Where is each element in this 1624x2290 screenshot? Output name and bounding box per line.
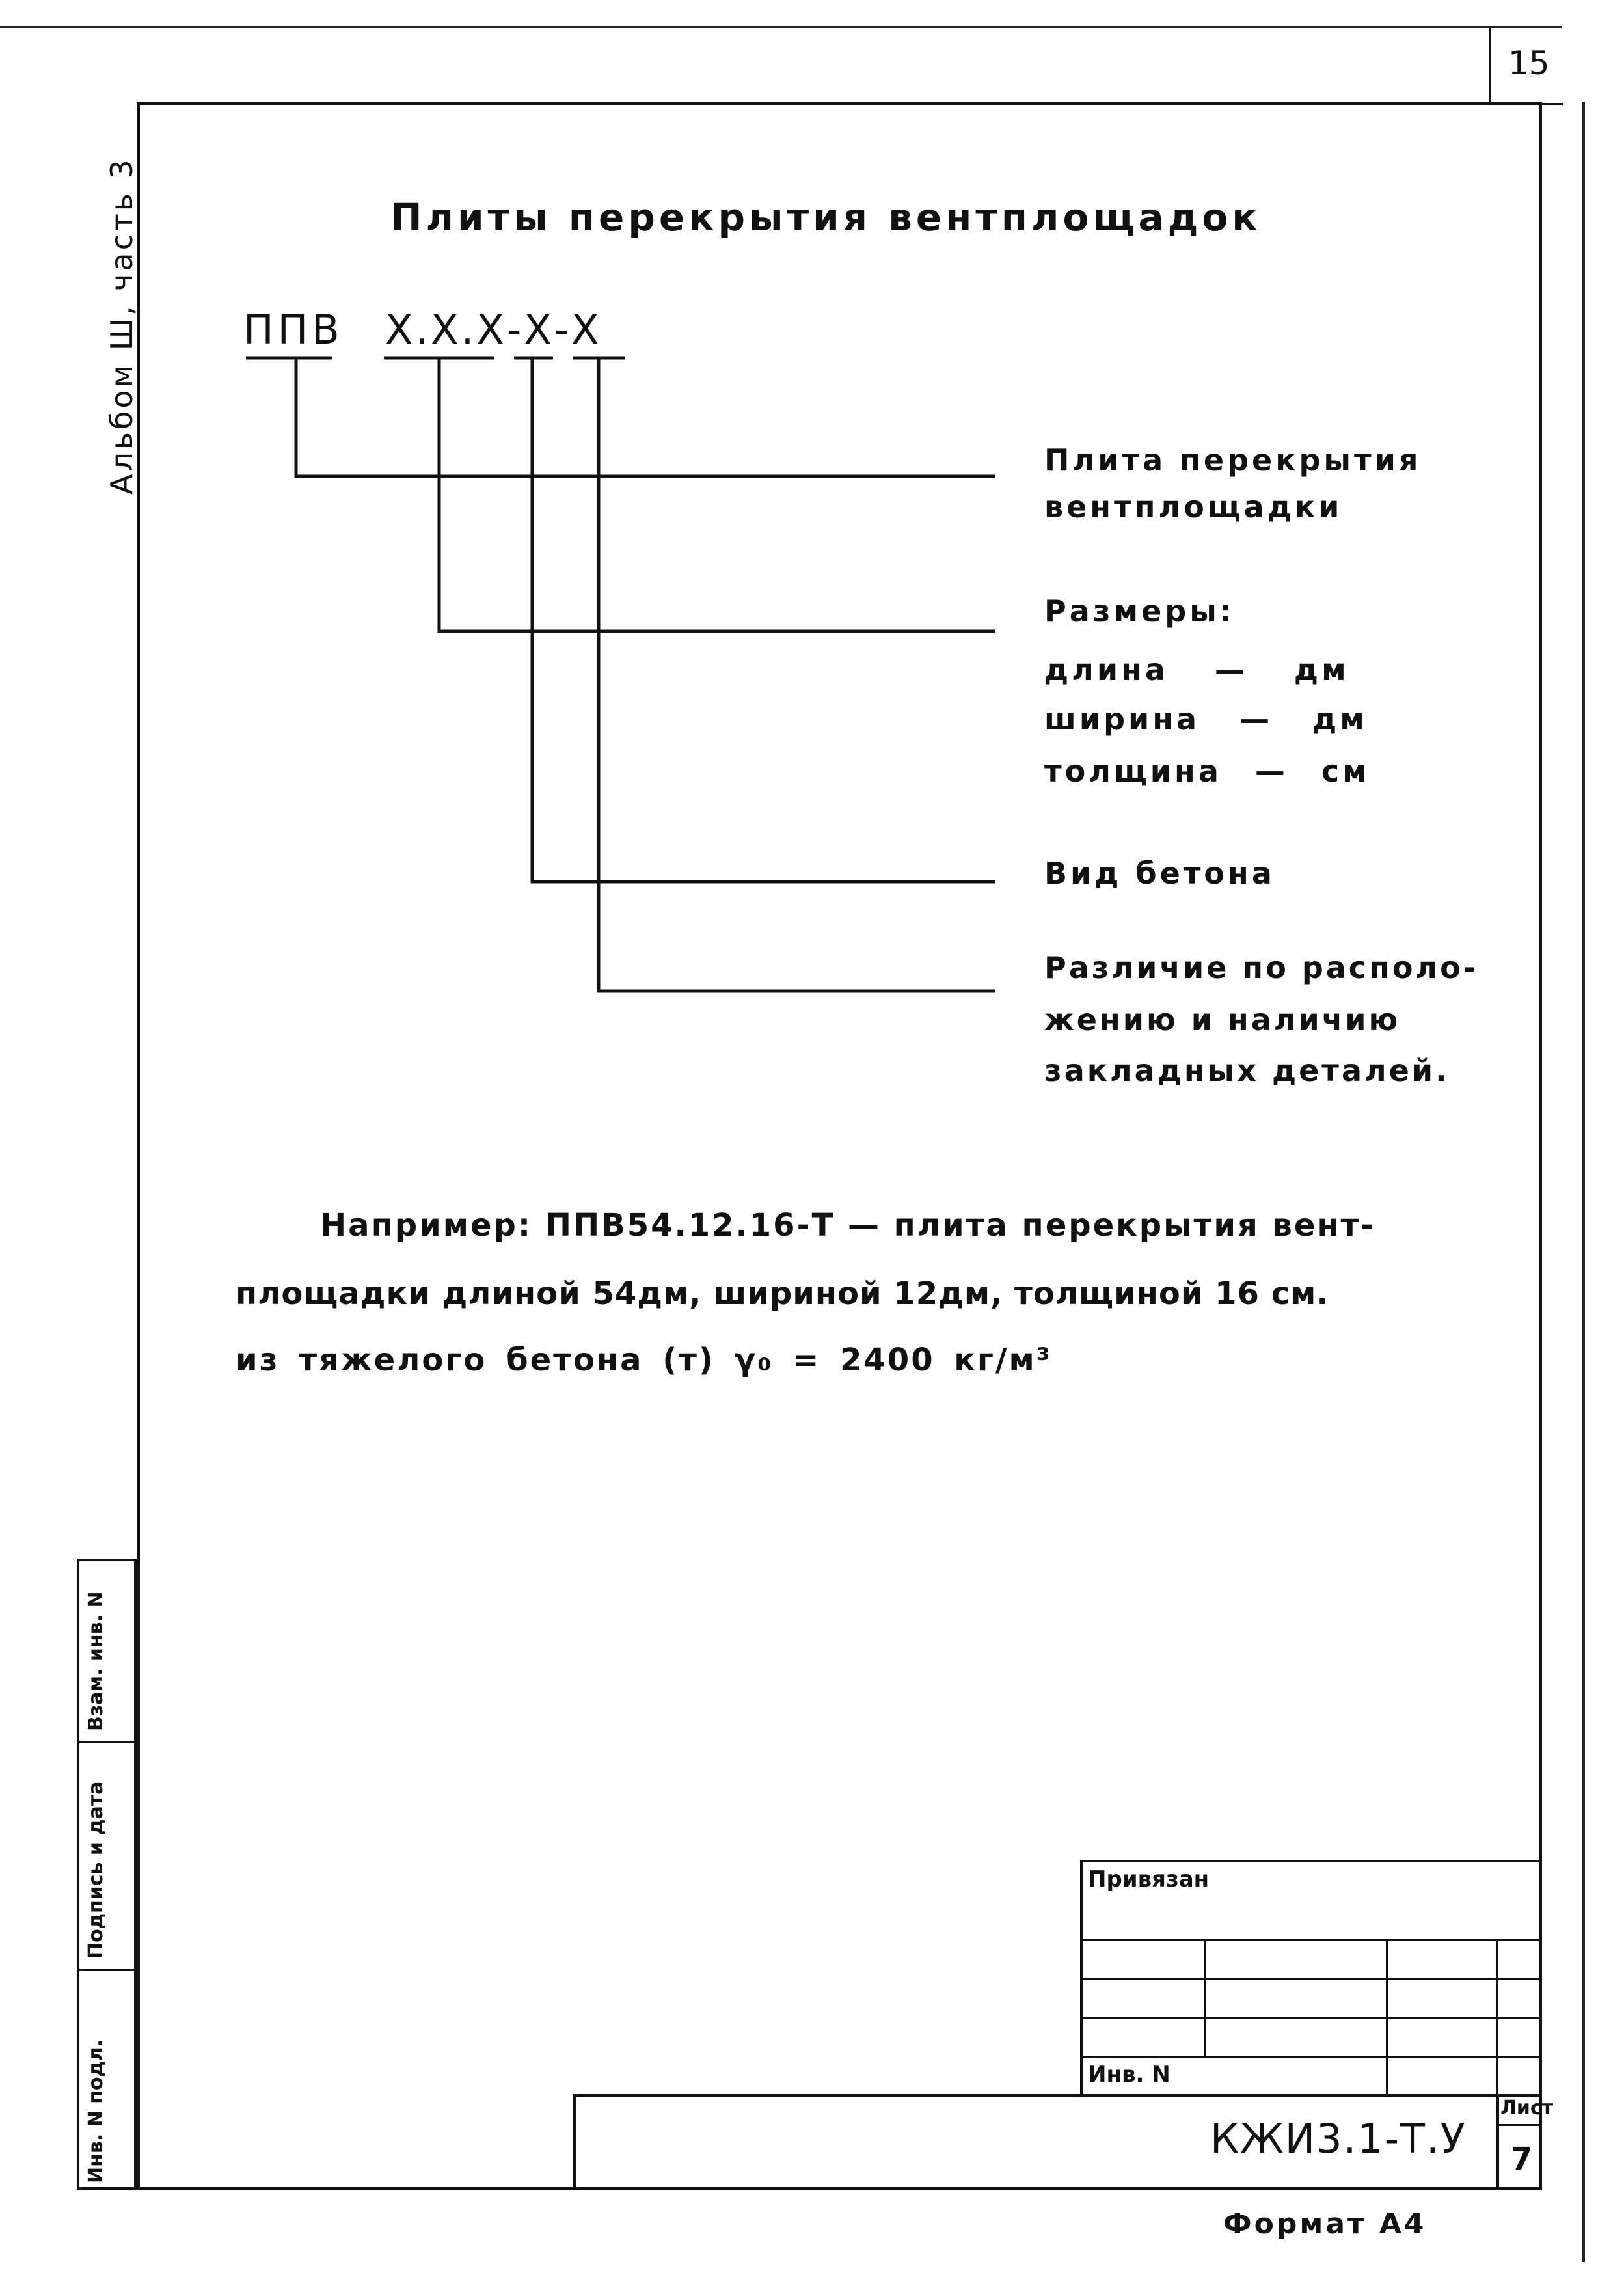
legend-4-line-1: Различие по располо- xyxy=(1044,950,1478,985)
title-block-list-label: Лист xyxy=(1500,2097,1554,2120)
side-label: Альбом Ш, часть 3 xyxy=(104,157,139,495)
title-block-inv-n: Инв. N xyxy=(1088,2062,1171,2088)
legend-4-line-2: жению и наличию xyxy=(1044,1002,1401,1037)
legend-4-line-3: закладных деталей. xyxy=(1044,1053,1450,1088)
tb-hline-1 xyxy=(1080,1939,1542,1941)
page-title: Плиты перекрытия вентплощадок xyxy=(390,195,1262,239)
tb-vline-3 xyxy=(1496,1939,1498,2095)
leader-4 xyxy=(599,358,995,991)
legend-1-line-1: Плита перекрытия xyxy=(1044,443,1422,478)
leader-1 xyxy=(296,358,995,476)
tb-vline-2 xyxy=(1386,1939,1388,2095)
legend-2-line-3: ширина — дм xyxy=(1044,702,1368,737)
example-line-3: из тяжелого бетона (т) γ₀ = 2400 кг/м³ xyxy=(236,1342,1052,1378)
title-block-doc-code: КЖИ3.1-Т.У xyxy=(1210,2115,1467,2162)
example-line-2: площадки длиной 54дм, шириной 12дм, толщиной 16 см. xyxy=(236,1275,1329,1312)
tb-hline-2 xyxy=(1080,1978,1542,1980)
page-number: 15 xyxy=(1508,44,1550,82)
tb-hline-4 xyxy=(1080,2056,1542,2058)
legend-2-line-1: Размеры: xyxy=(1044,593,1236,629)
tb-vline-1 xyxy=(1204,1939,1206,2056)
side-stamp-vzam: Взам. инв. N xyxy=(85,1591,107,1731)
title-block-privyazan: Привязан xyxy=(1088,1866,1210,1892)
tb-hline-3 xyxy=(1080,2017,1542,2019)
leader-2 xyxy=(439,358,995,631)
legend-1-line-2: вентплощадки xyxy=(1044,489,1343,525)
side-stamp-inv-podl: Инв. N подл. xyxy=(85,2039,107,2183)
side-stamp-podpis: Подпись и дата xyxy=(85,1781,107,1959)
legend-3-line-1: Вид бетона xyxy=(1044,856,1275,891)
code-suffix: Х.Х.Х-Х-Х xyxy=(385,306,602,353)
legend-2-line-4: толщина — см xyxy=(1044,754,1370,789)
format-label: Формат А4 xyxy=(1223,2207,1427,2241)
example-line-1: Например: ППВ54.12.16-Т — плита перекрытия вент- xyxy=(320,1207,1376,1244)
leader-3 xyxy=(532,358,995,882)
code-prefix: ППВ xyxy=(243,306,344,353)
tb-list-vline xyxy=(1496,2094,1499,2190)
legend-2-line-2: длина — дм xyxy=(1044,652,1349,687)
title-block-list-number: 7 xyxy=(1511,2141,1533,2177)
tb-list-hline xyxy=(1496,2124,1542,2126)
